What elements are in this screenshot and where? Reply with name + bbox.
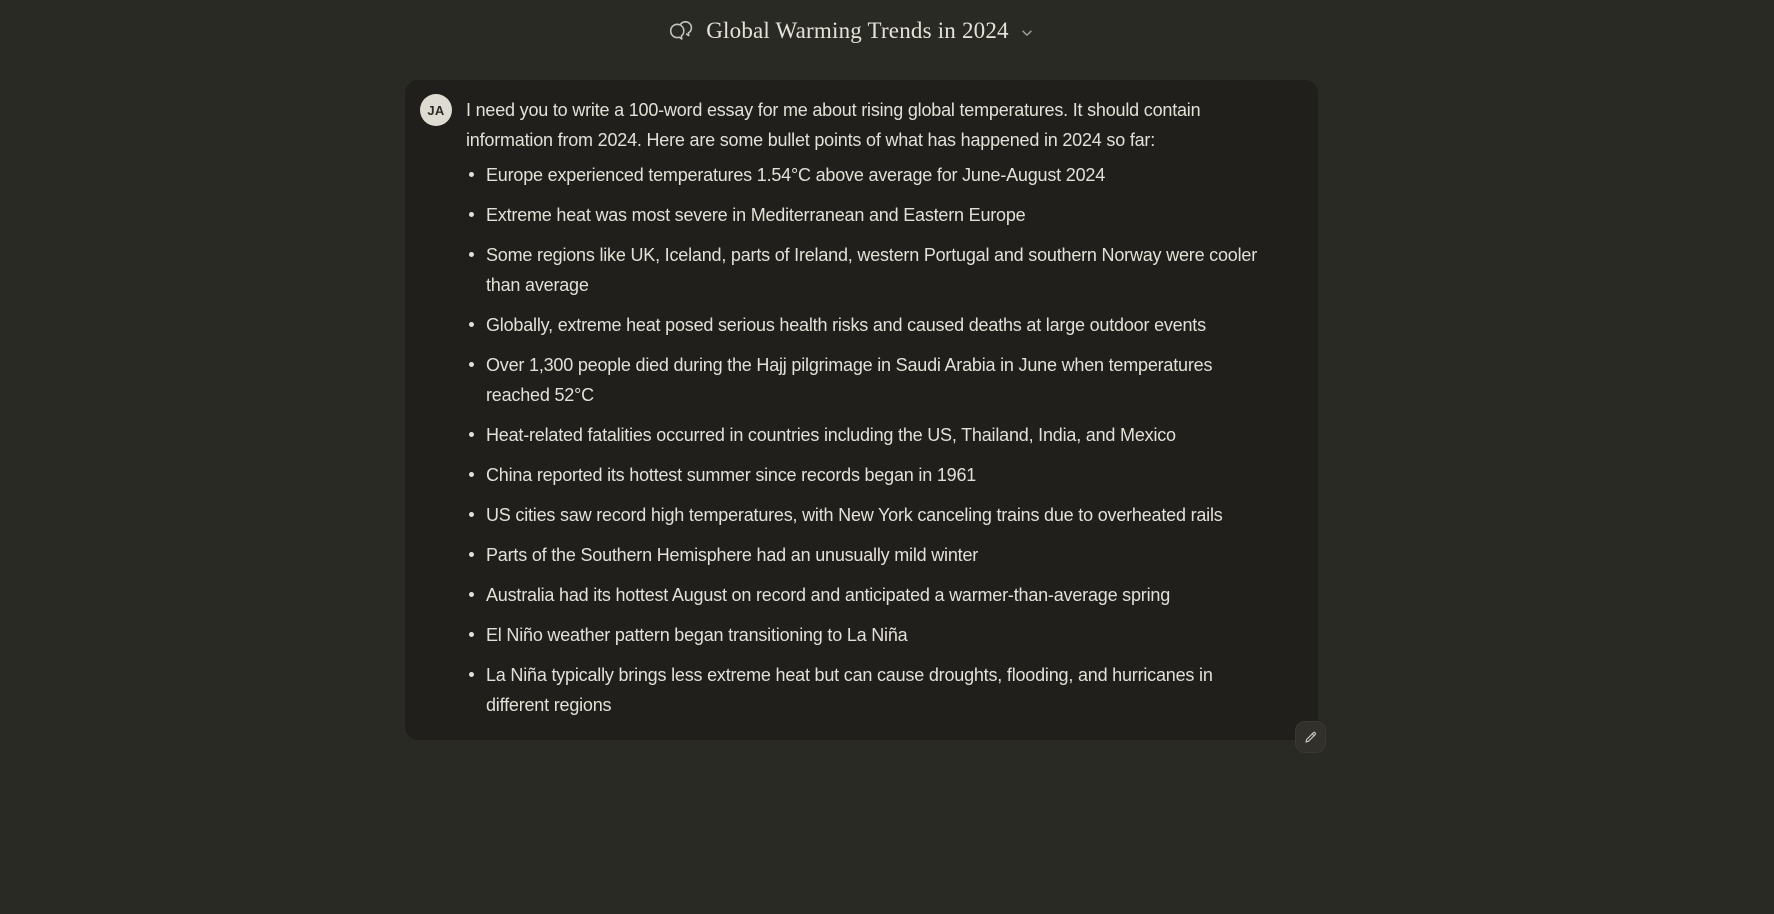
bullet-dot-icon <box>469 172 474 177</box>
bullet-item <box>466 580 1272 610</box>
chevron-down-icon[interactable] <box>1020 26 1034 40</box>
conversation-header <box>394 0 1307 62</box>
bullet-item-text: China reported its hottest summer since records began in 1961 <box>486 465 977 485</box>
chat-bubbles-icon <box>667 18 694 45</box>
conversation-title-menu[interactable] <box>667 18 1034 45</box>
bullet-item <box>466 500 1272 530</box>
bullet-item-text: Some regions like UK, Iceland, parts of Ireland, western Portugal and southern Norway were cooler than average <box>486 245 1258 295</box>
user-message-content <box>466 95 1272 720</box>
bullet-item-text: Australia had its hottest August on record and anticipated a warmer-than-average spring <box>486 585 1171 605</box>
bullet-item <box>466 620 1272 650</box>
bullet-item-text: El Niño weather pattern began transitioning to La Niña <box>486 625 908 645</box>
bullet-item <box>466 160 1272 190</box>
conversation-title: Global Warming Trends in 2024 <box>706 18 1009 43</box>
bullet-list <box>466 160 1272 720</box>
bullet-dot-icon <box>469 592 474 597</box>
bullet-item-text: US cities saw record high temperatures, with New York canceling trains due to overheated rails <box>486 505 1223 525</box>
bullet-item-text: Globally, extreme heat posed serious health risks and caused deaths at large outdoor events <box>486 315 1206 335</box>
message-intro-text: I need you to write a 100-word essay for me about rising global temperatures. It should contain information from 2024. Here are some bullet points of what has happened in 2024 so far: <box>466 100 1201 150</box>
bullet-dot-icon <box>469 432 474 437</box>
bullet-dot-icon <box>469 672 474 677</box>
bullet-item <box>466 420 1272 450</box>
bullet-dot-icon <box>469 362 474 367</box>
bullet-dot-icon <box>469 472 474 477</box>
bullet-item <box>466 660 1272 720</box>
bullet-item-text: Extreme heat was most severe in Mediterranean and Eastern Europe <box>486 205 1026 225</box>
bullet-item-text: Parts of the Southern Hemisphere had an unusually mild winter <box>486 545 979 565</box>
bullet-item <box>466 240 1272 300</box>
bullet-dot-icon <box>469 252 474 257</box>
edit-message-button[interactable] <box>1295 721 1326 753</box>
bullet-item <box>466 200 1272 230</box>
conversation-column <box>405 0 1318 740</box>
bullet-dot-icon <box>469 512 474 517</box>
bullet-item-text: Europe experienced temperatures 1.54°C above average for June-August 2024 <box>486 165 1106 185</box>
user-message-card <box>405 80 1318 740</box>
bullet-item-text: Over 1,300 people died during the Hajj pilgrimage in Saudi Arabia in June when temperatures reached 52°C <box>486 355 1213 405</box>
bullet-dot-icon <box>469 552 474 557</box>
bullet-item <box>466 540 1272 570</box>
bullet-item <box>466 350 1272 410</box>
bullet-item <box>466 310 1272 340</box>
bullet-item-text: La Niña typically brings less extreme heat but can cause droughts, flooding, and hurricanes in different regions <box>486 665 1213 715</box>
bullet-item-text: Heat-related fatalities occurred in countries including the US, Thailand, India, and Mexico <box>486 425 1176 445</box>
bullet-dot-icon <box>469 632 474 637</box>
user-avatar: JA <box>420 94 452 126</box>
bullet-item <box>466 460 1272 490</box>
pencil-icon <box>1303 730 1318 745</box>
bullet-dot-icon <box>469 322 474 327</box>
bullet-dot-icon <box>469 212 474 217</box>
